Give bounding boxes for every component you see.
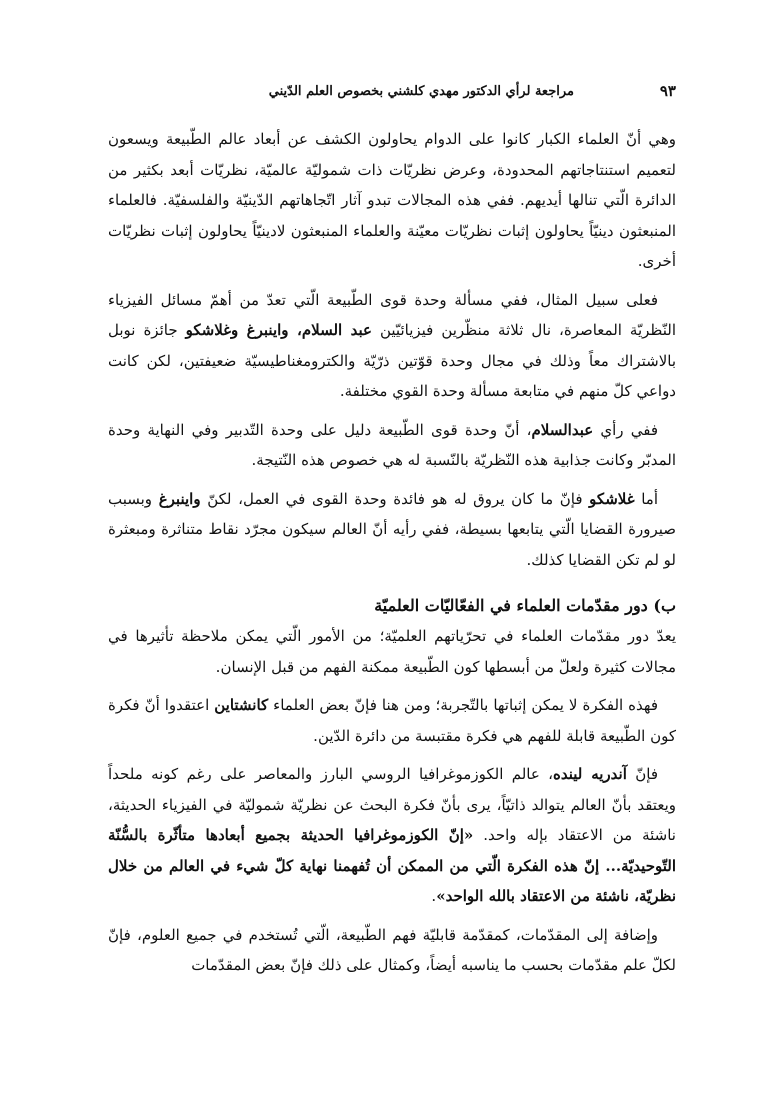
paragraph-text: وهي أنّ العلماء الكبار كانوا على الدوام يحاولون الكشف عن أبعاد عالم الطّبيعة ويسعون لتعميم استنتاجاتهم المحدودة، وعرض نظريّات ذات شموليّة عالميّة، نظريّات أبعد بكثير من الدائرة الّتي تنالها أيديهم. ففي هذه المجالات تبدو آثار اتّجاهاتهم الدّينيّة والفلسفيّة. فالعلماء المنبعثون دينيّاً يحاولون إثبات نظريّات معيّنة والعلماء المنبعثون لادينيّاً يحاولون إثبات نظريّات أخرى.	[108, 130, 676, 270]
paragraph-6	[108, 690, 676, 751]
paragraph-5	[108, 621, 676, 682]
paragraph-text: فإنّ	[626, 765, 658, 783]
paragraph-text: فهذه الفكرة لا يمكن إثباتها بالتّجربة؛ ومن هنا فإنّ بعض العلماء	[268, 696, 659, 714]
emphasized-text: كانشتاين	[214, 696, 269, 714]
paragraph-text: وإضافة إلى المقدّمات، كمقدّمة قابليّة فهم الطّبيعة، الّتي تُستخدم في جميع العلوم، فإنّ لكلّ علم مقدّمات بحسب ما يناسبه أيضاً، وكمثال على ذلك فإنّ بعض المقدّمات	[108, 925, 676, 974]
paragraph-text: .	[431, 887, 437, 905]
paragraph-8	[108, 920, 676, 981]
emphasized-text: غلاشكو	[589, 489, 635, 508]
page-header	[108, 82, 676, 106]
paragraph-text: اعتقدوا أنّ فكرة كون الطّبيعة قابلة للفهم هي فكرة مقتبسة من دائرة الدّين.	[108, 696, 676, 745]
paragraph-text: فإنّ ما كان يروق له هو فائدة وحدة القوى في العمل، لكنّ	[200, 489, 590, 508]
emphasized-text: «إنّ الكوزموغرافيا الحديثة بجميع أبعادها متأثّرة بالسُّنّة التّوحيديّة... إنّ هذه الفكرة الّتي من الممكن أن تُفهمنا نهاية كلّ شيء في العالم من خلال نظريّة، ناشئة من الاعتقاد بالله الواحد»	[108, 826, 676, 905]
paragraph-3	[108, 415, 676, 476]
paragraph-text: جائزة نوبل بالاشتراك معاً وذلك في مجال وحدة قوّتين ذرّيّة والكترومغناطيسيّة ضعيفتين، لكن كانت دواعي كلّ منهم في متابعة مسألة وحدة القوي مختلفة.	[108, 321, 676, 400]
paragraph-text: وبسبب صيرورة القضايا الّتي يتابعها بسيطة، ففي رأيه أنّ العالم سيكون مجرّد نقاط متناثرة ومبعثرة لو لم تكن القضايا كذلك.	[108, 489, 676, 569]
paragraph-2	[108, 285, 676, 407]
document-page	[108, 82, 676, 989]
paragraph-text: فعلى سبيل المثال، ففي مسألة وحدة قوى الطّبيعة الّتي تعدّ من أهمّ مسائل الفيزياء النّظريّة المعاصرة، نال ثلاثة منظّرين فيزيائيّين	[108, 290, 676, 339]
paragraph-text: ففي رأي	[593, 420, 659, 439]
paragraph-text: ، عالم الكوزموغرافيا الروسي البارز والمعاصر على رغم كونه ملحداً ويعتقد بأنّ العالم يتوالد ذاتيّاً، يرى بأنّ فكرة البحث عن نظريّة شموليّة في الفيزياء الحديثة، ناشئة من الاعتقاد بإله واحد.	[108, 765, 676, 844]
section-heading: ب) دور مقدّمات العلماء في الفعّاليّات العلميّة	[374, 596, 676, 615]
running-title: مراجعة لرأي الدكتور مهدي كلشني بخصوص العلم الدّيني	[268, 84, 574, 99]
emphasized-text: عبد السلام، واينبرغ وغلاشكو	[185, 321, 372, 339]
page-number: ٩٣	[659, 82, 676, 100]
emphasized-text: عبدالسلام	[531, 420, 594, 439]
paragraph-text: يعدّ دور مقدّمات العلماء في تحرّياتهم العلميّة؛ من الأمور الّتي يمكن ملاحظة تأثيرها في مجالات كثيرة ولعلّ من أبسطها كون الطّبيعة ممكنة الفهم من قبل الإنسان.	[108, 627, 676, 676]
emphasized-text: آندريه لينده	[553, 765, 627, 783]
paragraph-7	[108, 759, 676, 912]
paragraph-1	[108, 124, 676, 277]
paragraph-text: ، أنّ وحدة قوى الطّبيعة دليل على وحدة التّدبير وفي النهاية وحدة المدبّر وكانت جذابية هذه النّظريّة بالنّسبة له هي خصوص هذه النّتيجة.	[108, 420, 676, 469]
paragraph-text: أما	[634, 489, 658, 508]
paragraph-4	[108, 484, 676, 576]
emphasized-text: واينبرغ	[158, 489, 201, 508]
